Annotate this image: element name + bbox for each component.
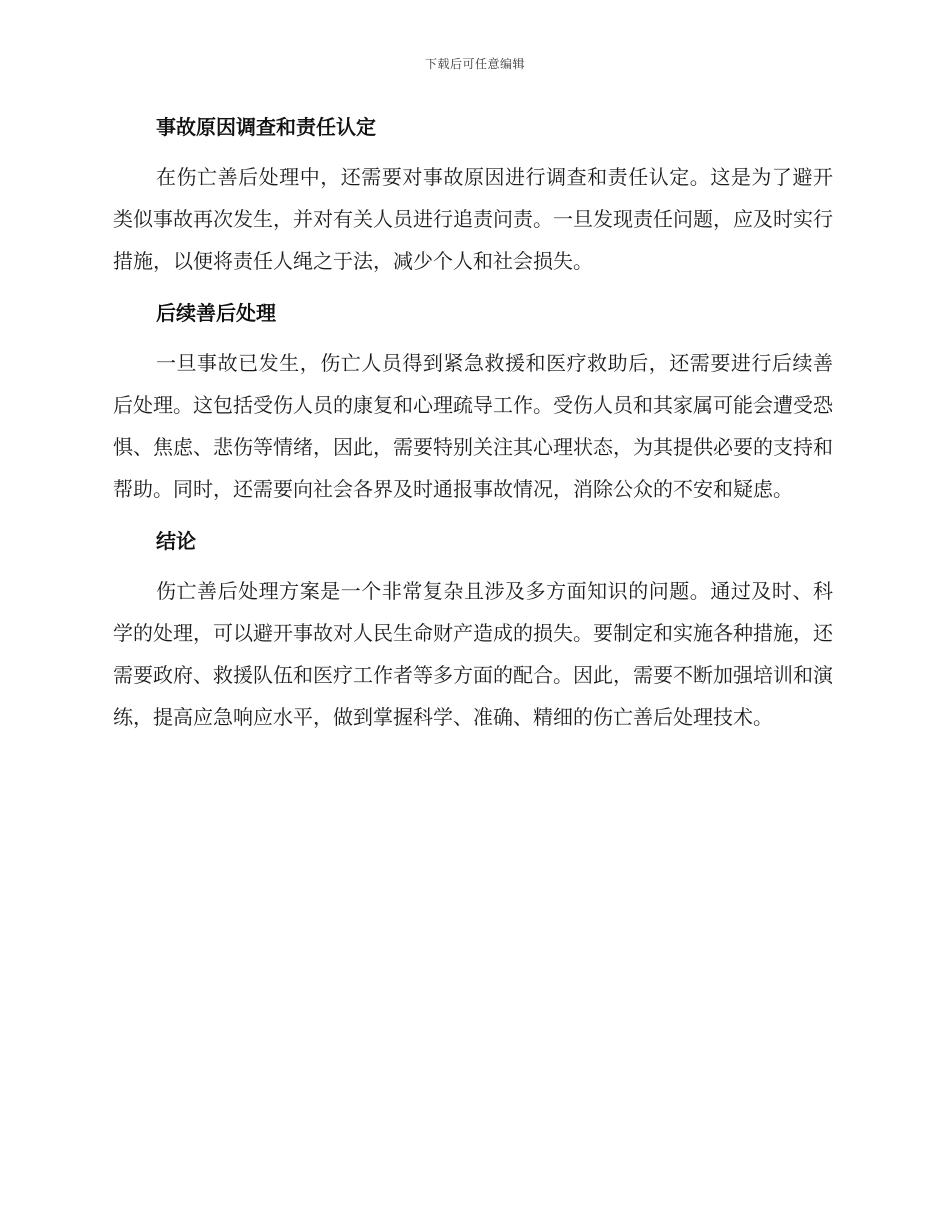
section-heading-accident-investigation: 事故原因调查和责任认定 xyxy=(156,115,376,139)
section-heading-conclusion: 结论 xyxy=(156,529,196,553)
paragraph-conclusion: 伤亡善后处理方案是一个非常复杂且涉及多方面知识的问题。通过及时、科学的处理，可以避开事故对人民生命财产造成的损失。要制定和实施各种措施，还需要政府、救援队伍和医疗工作者等多方面的配合。因此，需要不断加强培训和演练，提高应急响应水平，做到掌握科学、准确、精细的伤亡善后处理技术。 xyxy=(113,579,833,729)
section-heading-follow-up: 后续善后处理 xyxy=(156,301,276,325)
document-body xyxy=(113,108,833,750)
paragraph-follow-up: 一旦事故已发生，伤亡人员得到紧急救援和医疗救助后，还需要进行后续善后处理。这包括受伤人员的康复和心理疏导工作。受伤人员和其家属可能会遭受恐惧、焦虑、悲伤等情绪，因此，需要特别关注其心理状态，为其提供必要的支持和帮助。同时，还需要向社会各界及时通报事故情况，消除公众的不安和疑虑。 xyxy=(113,351,833,501)
paragraph-accident-investigation: 在伤亡善后处理中，还需要对事故原因进行调查和责任认定。这是为了避开类似事故再次发生，并对有关人员进行追责问责。一旦发现责任问题，应及时实行措施，以便将责任人绳之于法，减少个人和社会损失。 xyxy=(113,165,833,273)
header-note: 下载后可任意编辑 xyxy=(424,57,525,71)
